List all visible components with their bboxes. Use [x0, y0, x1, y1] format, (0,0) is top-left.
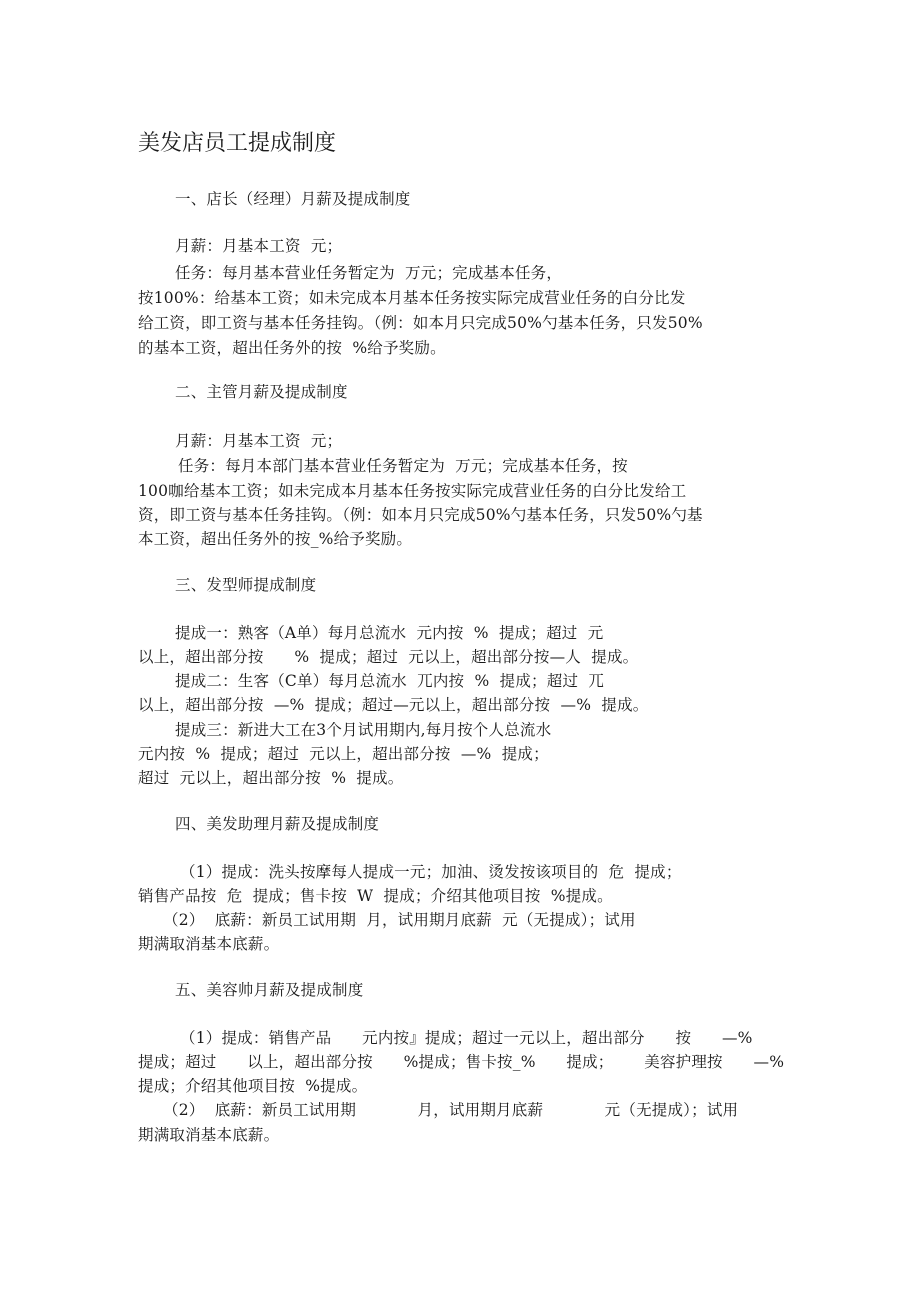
- paragraph-line: （2） 底薪：新员工试用期 月，试用期月底薪 元（无提成）；试用: [163, 1101, 739, 1119]
- paragraph-line: 期满取消基本底薪。: [138, 1126, 280, 1144]
- section-heading: 二、主管月薪及提成制度: [175, 383, 348, 401]
- paragraph-line: 以上，超出部分按 —% 提成；超过—元以上，超出部分按 —% 提成。: [138, 696, 649, 714]
- paragraph-line: 提成；超过 以上，超出部分按 %提成；售卡按_% 提成； 美容护理按 —%: [138, 1053, 785, 1071]
- paragraph-line: 任务：每月基本营业任务暂定为 万元；完成基本任务，: [175, 264, 563, 282]
- paragraph-line: 提成一：熟客（A单）每月总流水 元内按 % 提成；超过 元: [175, 624, 604, 642]
- section-heading: 四、美发助理月薪及提成制度: [175, 815, 380, 833]
- paragraph-line: 提成二：生客（C单）每月总流水 兀内按 % 提成；超过 兀: [175, 672, 605, 690]
- paragraph-line: 以上，超出部分按 % 提成；超过 元以上，超出部分按—人 提成。: [138, 648, 639, 666]
- paragraph-line: 给工资，即工资与基本任务挂钩。（例：如本月只完成50%勺基本任务，只发50%: [138, 314, 703, 332]
- paragraph-line: （2） 底薪：新员工试用期 月，试用期月底薪 元（无提成）；试用: [163, 911, 636, 929]
- paragraph-line: 月薪：月基本工资 元；: [175, 432, 343, 450]
- section-heading: 五、美容帅月薪及提成制度: [175, 981, 364, 999]
- paragraph-line: （1）提成：销售产品 元内按』提成；超过一元以上，超出部分 按 —%: [180, 1029, 753, 1047]
- paragraph-line: 任务：每月本部门基本营业任务暂定为 万元；完成基本任务，按: [178, 457, 628, 475]
- paragraph-line: 提成；介绍其他项目按 %提成。: [138, 1077, 368, 1095]
- paragraph-line: 超过 元以上，超出部分按 % 提成。: [138, 769, 404, 787]
- paragraph-line: 月薪：月基本工资 元；: [175, 237, 343, 255]
- paragraph-line: 按100%：给基本工资；如未完成本月基本任务按实际完成营业任务的白分比发: [138, 289, 686, 307]
- paragraph-line: 期满取消基本底薪。: [138, 935, 280, 953]
- paragraph-line: 本工资，超出任务外的按_%给予奖励。: [138, 530, 413, 548]
- paragraph-line: 元内按 % 提成；超过 元以上，超出部分按 —% 提成；: [138, 745, 549, 763]
- section-heading: 一、店长（经理）月薪及提成制度: [175, 190, 411, 208]
- document-title: 美发店员工提成制度: [138, 131, 337, 156]
- paragraph-line: 资，即工资与基本任务挂钩。（例：如本月只完成50%勺基本任务，只发50%勺基: [138, 506, 703, 524]
- paragraph-line: （1）提成：洗头按摩每人提成一元；加油、烫发按该项目的 危 提成；: [180, 863, 682, 881]
- paragraph-line: 100咖给基本工资；如未完成本月基本任务按实际完成营业任务的白分比发给工: [138, 482, 687, 500]
- section-heading: 三、发型师提成制度: [175, 576, 317, 594]
- paragraph-line: 的基本工资，超出任务外的按 %给予奖励。: [138, 339, 446, 357]
- paragraph-line: 提成三：新进大工在3个月试用期内,每月按个人总流水: [175, 721, 552, 739]
- paragraph-line: 销售产品按 危 提成；售卡按 W 提成；介绍其他项目按 %提成。: [138, 887, 613, 905]
